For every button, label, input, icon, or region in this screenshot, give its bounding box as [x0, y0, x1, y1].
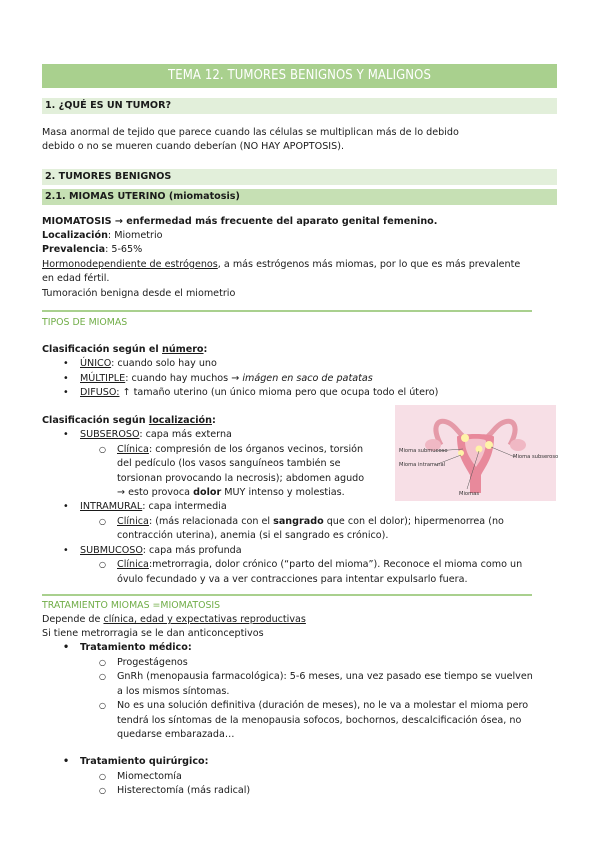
list-item: ○ Histerectomía (más radical) [42, 784, 557, 799]
list-item: ○ Clínica:metrorragia, dolor crónico (“parto del mioma”). Reconoce el mioma como un [42, 558, 557, 573]
prevalencia-line: Prevalencia: 5-65% [42, 244, 143, 255]
list-item-cont: tendrá los síntomas de la menopausia sofocos, bochornos, descalcificación ósea, no [117, 714, 522, 726]
list-item: • ÚNICO: cuando solo hay uno [42, 357, 557, 372]
list-item: • INTRAMURAL: capa intermedia [42, 500, 557, 515]
tumor-definition-line-2: debido o no se mueren cuando deberían (NO HAY APOPTOSIS). [42, 141, 345, 152]
list-item-cont: torsionan provocando la necrosis); abdomen agudo [117, 472, 365, 484]
clasificacion-numero-title: Clasificación según el número: [42, 344, 208, 355]
section-divider [42, 594, 532, 596]
list-item: ○ Progestágenos [42, 656, 557, 671]
hormonodependiente-line: Hormonodependiente de estrógenos, a más estrógenos más miomas, por lo que es más prevalente [42, 259, 521, 270]
tratamiento-list [42, 641, 557, 743]
section-divider [42, 310, 532, 312]
metrorragia-line: Si tiene metrorragia se le dan anticonceptivos [42, 628, 264, 639]
figure-label-miomas: Miomas [459, 491, 480, 497]
clasificacion-localizacion-title: Clasificación según localización: [42, 415, 216, 426]
hormonodependiente-line-2: en edad fértil. [42, 273, 110, 284]
figure-label-intramural: Mioma intramural [399, 462, 446, 468]
tumor-definition-line-1: Masa anormal de tejido que parece cuando las células se multiplican más de lo debido [42, 127, 459, 138]
numero-list [42, 357, 557, 401]
section-1-heading: 1. ¿QUÉ ES UN TUMOR? [42, 98, 557, 114]
list-item-cont: óvulo fecundado y va a ver contracciones para intentar expulsarlo fuera. [117, 573, 468, 585]
localizacion-list-subseroso [42, 428, 392, 501]
localizacion-line: Localización: Miometrio [42, 230, 163, 241]
list-item: • SUBMUCOSO: capa más profunda [42, 544, 557, 559]
miomatosis-definition: MIOMATOSIS → enfermedad más frecuente del aparato genital femenino. [42, 216, 438, 227]
list-item-cont: contracción uterina), anemia (si el sangrado es crónico). [117, 530, 389, 541]
list-item-cont: → esto provoca dolor MUY intenso y molestias. [117, 487, 345, 498]
list-item: • Tratamiento quirúrgico: [42, 755, 557, 770]
tipos-heading: TIPOS DE MIOMAS [42, 317, 128, 328]
list-item: • MÚLTIPLE: cuando hay muchos → imágen en saco de patatas [42, 372, 557, 387]
tratamiento-quirurgico-list [42, 755, 557, 799]
depende-line: Depende de clínica, edad y expectativas reproductivas [42, 614, 306, 625]
list-item: ○ Miomectomía [42, 770, 557, 785]
page-title: TEMA 12. TUMORES BENIGNOS Y MALIGNOS [42, 64, 557, 88]
list-item: ○ Clínica: compresión de los órganos vecinos, torsión [42, 443, 392, 458]
list-item: • DIFUSO: ↑ tamaño uterino (un único mioma pero que ocupa todo el útero) [42, 386, 557, 401]
localizacion-list-intramural [42, 500, 557, 587]
figure-label-subseroso: Mioma subseroso [513, 454, 559, 460]
uterus-illustration [395, 405, 559, 501]
list-item-cont: del pedículo (los vasos sanguíneos también se [117, 458, 341, 469]
list-item-cont: quedarse embarazada… [117, 729, 235, 740]
list-item: ○ No es una solución definitiva (duración de meses), no le va a molestar el mioma pero [42, 699, 557, 714]
list-item: • SUBSEROSO: capa más externa [42, 428, 392, 443]
list-item: ○ Clínica: (más relacionada con el sangrado que con el dolor); hipermenorrea (no [42, 515, 557, 530]
tratamiento-heading: TRATAMIENTO MIOMAS =MIOMATOSIS [42, 600, 221, 611]
section-2-heading: 2. TUMORES BENIGNOS [42, 169, 557, 185]
list-item: ○ GnRh (menopausia farmacológica): 5-6 meses, una vez pasado ese tiempo se vuelven [42, 670, 557, 685]
tumoracion-line: Tumoración benigna desde el miometrio [42, 288, 236, 299]
figure-label-submucoso: Mioma submucoso [399, 448, 448, 454]
list-item-cont: a los mismos síntomas. [117, 685, 230, 697]
list-item: • Tratamiento médico: [42, 641, 557, 656]
section-2-1-heading: 2.1. MIOMAS UTERINO (miomatosis) [42, 189, 557, 205]
